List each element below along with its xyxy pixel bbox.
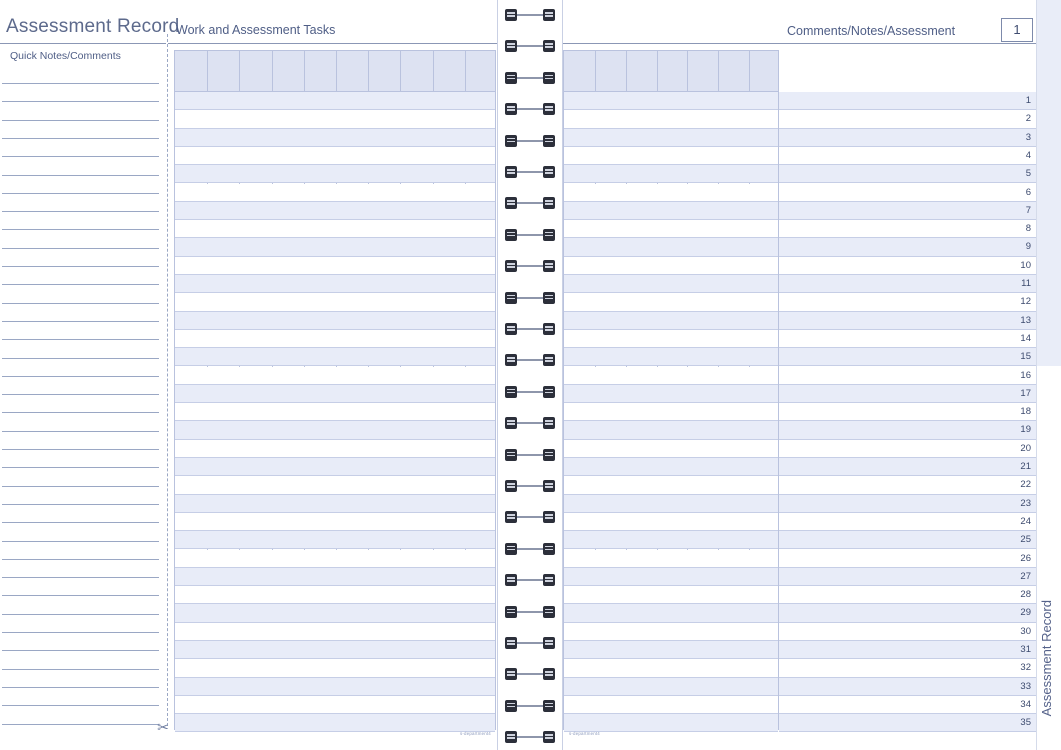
note-line[interactable] bbox=[2, 595, 159, 596]
grid-row[interactable] bbox=[564, 476, 778, 494]
grid-row[interactable] bbox=[564, 220, 778, 238]
grid-column-divider bbox=[207, 51, 208, 91]
grid-row[interactable] bbox=[564, 257, 778, 275]
grid-row[interactable] bbox=[175, 184, 495, 202]
spiral-coil-icon bbox=[505, 731, 555, 743]
grid-row[interactable] bbox=[564, 293, 778, 311]
comment-row[interactable]: 13 bbox=[779, 312, 1036, 330]
grid-row[interactable] bbox=[175, 293, 495, 311]
grid-row[interactable] bbox=[564, 678, 778, 696]
grid-column-divider bbox=[749, 51, 750, 91]
note-line[interactable] bbox=[2, 412, 159, 413]
grid-row[interactable] bbox=[175, 110, 495, 128]
grid-row[interactable] bbox=[175, 495, 495, 513]
note-line[interactable] bbox=[2, 394, 159, 395]
grid-row[interactable] bbox=[564, 623, 778, 641]
grid-row[interactable] bbox=[564, 440, 778, 458]
assessment-grid-header[interactable] bbox=[563, 50, 779, 92]
comment-row[interactable]: 1 bbox=[779, 92, 1036, 110]
note-line[interactable] bbox=[2, 724, 159, 725]
note-line[interactable] bbox=[2, 211, 159, 212]
right-page bbox=[563, 0, 1061, 750]
note-line[interactable] bbox=[2, 504, 159, 505]
spiral-coil-icon bbox=[505, 386, 555, 398]
grid-row[interactable] bbox=[175, 678, 495, 696]
comment-row[interactable]: 25 bbox=[779, 531, 1036, 549]
header-rule-right bbox=[563, 43, 1061, 44]
comment-row[interactable]: 19 bbox=[779, 421, 1036, 439]
grid-row[interactable] bbox=[175, 641, 495, 659]
spiral-coil-icon bbox=[505, 229, 555, 241]
comment-row[interactable]: 12 bbox=[779, 293, 1036, 311]
grid-row[interactable] bbox=[564, 312, 778, 330]
note-line[interactable] bbox=[2, 120, 159, 121]
grid-row[interactable] bbox=[564, 403, 778, 421]
comment-row[interactable]: 8 bbox=[779, 220, 1036, 238]
grid-row[interactable] bbox=[175, 275, 495, 293]
comment-row[interactable]: 22 bbox=[779, 476, 1036, 494]
grid-column-divider bbox=[368, 51, 369, 91]
footer-code-right: s-department4 bbox=[569, 731, 600, 736]
spiral-coil-icon bbox=[505, 135, 555, 147]
grid-row[interactable] bbox=[564, 202, 778, 220]
grid-row[interactable] bbox=[564, 550, 778, 568]
grid-column-divider bbox=[687, 51, 688, 91]
spiral-coil-icon bbox=[505, 292, 555, 304]
note-line[interactable] bbox=[2, 248, 159, 249]
grid-row[interactable] bbox=[175, 714, 495, 732]
grid-row[interactable] bbox=[175, 568, 495, 586]
spiral-coil-icon bbox=[505, 543, 555, 555]
comment-row[interactable]: 15 bbox=[779, 348, 1036, 366]
note-line[interactable] bbox=[2, 559, 159, 560]
note-line[interactable] bbox=[2, 431, 159, 432]
grid-row[interactable] bbox=[175, 367, 495, 385]
comment-row[interactable]: 28 bbox=[779, 586, 1036, 604]
grid-row[interactable] bbox=[564, 659, 778, 677]
note-line[interactable] bbox=[2, 101, 159, 102]
comment-row[interactable]: 33 bbox=[779, 678, 1036, 696]
note-line[interactable] bbox=[2, 614, 159, 615]
assessment-grid[interactable] bbox=[563, 50, 779, 730]
grid-row[interactable] bbox=[175, 330, 495, 348]
scissors-icon: ✂ bbox=[157, 719, 169, 735]
spiral-coil-icon bbox=[505, 72, 555, 84]
note-line[interactable] bbox=[2, 522, 159, 523]
grid-row[interactable] bbox=[564, 641, 778, 659]
note-line[interactable] bbox=[2, 358, 159, 359]
grid-row[interactable] bbox=[175, 531, 495, 549]
spiral-binding bbox=[497, 0, 563, 750]
note-line[interactable] bbox=[2, 266, 159, 267]
comment-row[interactable]: 29 bbox=[779, 604, 1036, 622]
note-line[interactable] bbox=[2, 541, 159, 542]
spiral-coil-icon bbox=[505, 323, 555, 335]
grid-row[interactable] bbox=[175, 348, 495, 366]
grid-row[interactable] bbox=[564, 714, 778, 732]
grid-row[interactable] bbox=[175, 312, 495, 330]
note-line[interactable] bbox=[2, 449, 159, 450]
spiral-coil-icon bbox=[505, 668, 555, 680]
grid-column-divider bbox=[626, 51, 627, 91]
note-line[interactable] bbox=[2, 193, 159, 194]
grid-row[interactable] bbox=[564, 385, 778, 403]
grid-column-divider bbox=[595, 51, 596, 91]
note-line[interactable] bbox=[2, 632, 159, 633]
section-tab-label: Assessment Record bbox=[1039, 600, 1054, 717]
comment-row[interactable]: 32 bbox=[779, 659, 1036, 677]
grid-row[interactable] bbox=[564, 495, 778, 513]
spiral-coil-icon bbox=[505, 574, 555, 586]
note-line[interactable] bbox=[2, 83, 159, 84]
grid-row[interactable] bbox=[564, 458, 778, 476]
grid-row[interactable] bbox=[175, 696, 495, 714]
grid-row[interactable] bbox=[564, 330, 778, 348]
grid-row[interactable] bbox=[564, 129, 778, 147]
note-line[interactable] bbox=[2, 138, 159, 139]
spiral-coil-icon bbox=[505, 166, 555, 178]
work-tasks-heading: Work and Assessment Tasks bbox=[176, 23, 336, 37]
grid-column-divider bbox=[718, 51, 719, 91]
note-line[interactable] bbox=[2, 577, 159, 578]
grid-row[interactable] bbox=[175, 403, 495, 421]
grid-row[interactable] bbox=[564, 421, 778, 439]
grid-row[interactable] bbox=[564, 110, 778, 128]
grid-row[interactable] bbox=[175, 238, 495, 256]
grid-row[interactable] bbox=[175, 129, 495, 147]
note-line[interactable] bbox=[2, 303, 159, 304]
comment-row[interactable]: 31 bbox=[779, 641, 1036, 659]
comments-heading: Comments/Notes/Assessment bbox=[787, 24, 956, 38]
grid-row[interactable] bbox=[175, 257, 495, 275]
comment-row[interactable]: 2 bbox=[779, 110, 1036, 128]
note-line[interactable] bbox=[2, 321, 159, 322]
comment-row[interactable]: 14 bbox=[779, 330, 1036, 348]
note-line[interactable] bbox=[2, 284, 159, 285]
spiral-coil-icon bbox=[505, 103, 555, 115]
grid-column-divider bbox=[465, 51, 466, 91]
grid-column-divider bbox=[657, 51, 658, 91]
comment-row[interactable]: 6 bbox=[779, 184, 1036, 202]
note-line[interactable] bbox=[2, 467, 159, 468]
spiral-coil-icon bbox=[505, 637, 555, 649]
comment-row[interactable]: 7 bbox=[779, 202, 1036, 220]
grid-column-divider bbox=[336, 51, 337, 91]
spiral-coil-icon bbox=[505, 9, 555, 21]
grid-row[interactable] bbox=[175, 550, 495, 568]
grid-row[interactable] bbox=[564, 568, 778, 586]
fold-dashed-line bbox=[167, 34, 168, 726]
comment-row[interactable]: 16 bbox=[779, 367, 1036, 385]
grid-row[interactable] bbox=[564, 513, 778, 531]
spiral-coil-icon bbox=[505, 40, 555, 52]
comment-row[interactable]: 34 bbox=[779, 696, 1036, 714]
comment-row[interactable]: 35 bbox=[779, 714, 1036, 732]
left-page bbox=[0, 0, 497, 750]
grid-row[interactable] bbox=[564, 604, 778, 622]
grid-column-divider bbox=[304, 51, 305, 91]
page-number: 1 bbox=[1001, 18, 1033, 42]
header-rule-left bbox=[168, 43, 497, 44]
grid-column-divider bbox=[272, 51, 273, 91]
comment-row[interactable]: 30 bbox=[779, 623, 1036, 641]
spiral-coil-icon bbox=[505, 480, 555, 492]
grid-row[interactable] bbox=[564, 348, 778, 366]
comment-row[interactable]: 4 bbox=[779, 147, 1036, 165]
comment-row[interactable]: 26 bbox=[779, 550, 1036, 568]
grid-row[interactable] bbox=[564, 92, 778, 110]
comment-row[interactable]: 27 bbox=[779, 568, 1036, 586]
grid-row[interactable] bbox=[564, 586, 778, 604]
grid-row[interactable] bbox=[564, 531, 778, 549]
comment-row[interactable]: 21 bbox=[779, 458, 1036, 476]
spiral-coil-icon bbox=[505, 449, 555, 461]
spiral-coil-icon bbox=[505, 197, 555, 209]
comments-rows[interactable] bbox=[779, 92, 1036, 730]
grid-row[interactable] bbox=[175, 604, 495, 622]
note-line[interactable] bbox=[2, 156, 159, 157]
grid-row[interactable] bbox=[564, 275, 778, 293]
note-line[interactable] bbox=[2, 669, 159, 670]
comment-row[interactable]: 18 bbox=[779, 403, 1036, 421]
note-line[interactable] bbox=[2, 705, 159, 706]
grid-row[interactable] bbox=[175, 220, 495, 238]
quick-notes-label: Quick Notes/Comments bbox=[10, 50, 121, 62]
note-line[interactable] bbox=[2, 687, 159, 688]
grid-row[interactable] bbox=[564, 367, 778, 385]
grid-row[interactable] bbox=[175, 421, 495, 439]
grid-column-divider bbox=[400, 51, 401, 91]
note-line[interactable] bbox=[2, 376, 159, 377]
grid-column-divider bbox=[239, 51, 240, 91]
comment-row[interactable]: 17 bbox=[779, 385, 1036, 403]
grid-row[interactable] bbox=[175, 385, 495, 403]
spiral-coil-icon bbox=[505, 511, 555, 523]
spiral-coil-icon bbox=[505, 700, 555, 712]
grid-row[interactable] bbox=[564, 238, 778, 256]
comment-row[interactable]: 3 bbox=[779, 129, 1036, 147]
grid-row[interactable] bbox=[564, 696, 778, 714]
grid-column-divider bbox=[433, 51, 434, 91]
grid-row[interactable] bbox=[564, 147, 778, 165]
grid-row[interactable] bbox=[175, 586, 495, 604]
grid-row[interactable] bbox=[175, 623, 495, 641]
edge-divider bbox=[1036, 0, 1037, 750]
comment-row[interactable]: 20 bbox=[779, 440, 1036, 458]
title-underline bbox=[0, 43, 166, 44]
note-line[interactable] bbox=[2, 486, 159, 487]
grid-row[interactable] bbox=[564, 165, 778, 183]
spiral-coil-icon bbox=[505, 354, 555, 366]
note-line[interactable] bbox=[2, 229, 159, 230]
spiral-coil-icon bbox=[505, 606, 555, 618]
grid-row[interactable] bbox=[175, 458, 495, 476]
note-line[interactable] bbox=[2, 175, 159, 176]
comment-row[interactable]: 23 bbox=[779, 495, 1036, 513]
comment-row[interactable]: 10 bbox=[779, 257, 1036, 275]
spiral-coil-icon bbox=[505, 417, 555, 429]
grid-row[interactable] bbox=[175, 165, 495, 183]
note-line[interactable] bbox=[2, 650, 159, 651]
grid-row[interactable] bbox=[175, 440, 495, 458]
spine-edge-left bbox=[497, 0, 498, 750]
work-tasks-grid-body[interactable] bbox=[174, 92, 496, 730]
grid-row[interactable] bbox=[175, 202, 495, 220]
grid-row[interactable] bbox=[175, 476, 495, 494]
grid-row[interactable] bbox=[175, 147, 495, 165]
footer-code-left: s-department4 bbox=[460, 731, 491, 736]
spiral-coil-icon bbox=[505, 260, 555, 272]
quick-notes-lines[interactable] bbox=[0, 66, 160, 726]
note-line[interactable] bbox=[2, 339, 159, 340]
page-title: Assessment Record bbox=[6, 16, 180, 37]
assessment-grid-body[interactable] bbox=[563, 92, 779, 730]
grid-row[interactable] bbox=[175, 659, 495, 677]
grid-row[interactable] bbox=[175, 513, 495, 531]
comment-row[interactable]: 9 bbox=[779, 238, 1036, 256]
work-tasks-grid[interactable] bbox=[174, 50, 496, 730]
comment-row[interactable]: 5 bbox=[779, 165, 1036, 183]
grid-row[interactable] bbox=[564, 184, 778, 202]
work-tasks-grid-header[interactable] bbox=[174, 50, 496, 92]
comment-row[interactable]: 11 bbox=[779, 275, 1036, 293]
grid-row[interactable] bbox=[175, 92, 495, 110]
comment-row[interactable]: 24 bbox=[779, 513, 1036, 531]
